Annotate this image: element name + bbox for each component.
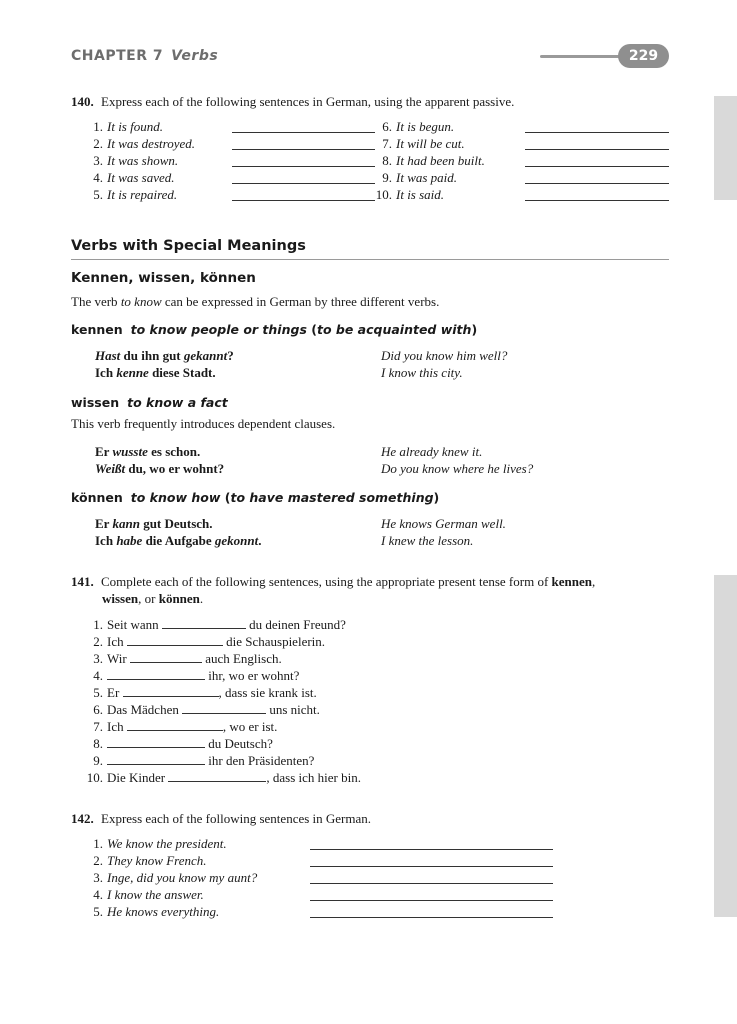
list-item: [85, 152, 178, 169]
german-example: Er kann gut Deutsch.: [95, 516, 213, 531]
header-rule: [540, 55, 630, 58]
item-text-before: Wir: [107, 651, 130, 666]
item-text-before: Das Mädchen: [107, 702, 183, 717]
list-item: [85, 169, 175, 186]
item-number: 9.: [93, 753, 103, 768]
answer-line[interactable]: [310, 866, 553, 867]
page-number: 229: [618, 44, 669, 68]
item-number: 2.: [93, 136, 103, 151]
item-text: It is said.: [396, 187, 445, 202]
answer-line[interactable]: [232, 149, 375, 150]
section-title: Verbs with Special Meanings: [71, 238, 306, 254]
english-translation: I knew the lesson.: [381, 533, 474, 548]
item-number: 3.: [93, 651, 103, 666]
chapter-label: CHAPTER 7: [71, 48, 164, 64]
item-text: Inge, did you know my aunt?: [107, 870, 258, 885]
item-text: It had been built.: [396, 153, 485, 168]
answer-line[interactable]: [525, 200, 669, 201]
answer-blank[interactable]: [130, 650, 202, 663]
german-example: Er wusste es schon.: [95, 444, 201, 459]
instruction-text: Express each of the following sentences in German, using the apparent passive.: [101, 94, 515, 109]
answer-blank[interactable]: [123, 684, 219, 697]
item-text-after: du deinen Freund?: [245, 617, 346, 632]
item-number: 8.: [382, 153, 392, 168]
item-number: 4.: [93, 887, 103, 902]
item-number: 3.: [93, 153, 103, 168]
list-item: [85, 735, 273, 752]
answer-line[interactable]: [232, 132, 375, 133]
item-number: 9.: [382, 170, 392, 185]
item-number: 6.: [382, 119, 392, 134]
item-text: It is begun.: [396, 119, 455, 134]
item-text-before: Ich: [107, 719, 127, 734]
item-number: 4.: [93, 668, 103, 683]
exercise-141-instruction-line2: wissen, or können.: [102, 591, 204, 606]
list-item: [374, 135, 465, 152]
item-text-after: , dass sie krank ist.: [218, 685, 317, 700]
english-translation: Did you know him well?: [381, 348, 508, 363]
answer-blank[interactable]: [107, 735, 205, 748]
list-item: [85, 718, 277, 735]
answer-blank[interactable]: [162, 616, 246, 629]
answer-line[interactable]: [525, 149, 669, 150]
item-number: 7.: [93, 719, 103, 734]
item-text-after: , dass ich hier bin.: [266, 770, 361, 785]
section-rule: [71, 259, 669, 260]
item-number: 1.: [93, 119, 103, 134]
answer-line[interactable]: [525, 132, 669, 133]
exercise-142-instruction: 142. Express each of the following sentences in German.: [71, 811, 372, 826]
list-item: [85, 886, 204, 903]
koennen-term-line: können to know how (to have mastered something): [71, 490, 440, 505]
exercise-number: 142.: [71, 811, 94, 826]
term-verb: wissen: [71, 395, 120, 410]
list-item: [85, 752, 314, 769]
english-translation: Do you know where he lives?: [381, 461, 534, 476]
list-item: [85, 616, 346, 633]
chapter-topic: Verbs: [171, 48, 219, 64]
answer-line[interactable]: [310, 900, 553, 901]
item-number: 10.: [375, 187, 392, 202]
answer-line[interactable]: [310, 849, 553, 850]
list-item: [85, 869, 257, 886]
list-item: [85, 701, 320, 718]
subsection-title: Kennen, wissen, können: [71, 270, 256, 286]
list-item: [374, 118, 454, 135]
item-number: 1.: [93, 617, 103, 632]
item-text: It is repaired.: [107, 187, 178, 202]
wissen-note: This verb frequently introduces dependent clauses.: [71, 416, 336, 431]
wissen-term-line: wissen to know a fact: [71, 395, 228, 410]
exercise-number: 140.: [71, 94, 94, 109]
item-text: He knows everything.: [107, 904, 220, 919]
answer-line[interactable]: [525, 166, 669, 167]
item-number: 2.: [93, 853, 103, 868]
running-header: [71, 48, 218, 64]
item-number: 5.: [93, 904, 103, 919]
item-text: They know French.: [107, 853, 207, 868]
item-number: 6.: [93, 702, 103, 717]
german-example: Hast du ihn gut gekannt?: [95, 348, 234, 363]
english-translation: I know this city.: [381, 365, 463, 380]
list-item: [374, 186, 444, 203]
english-translation: He knows German well.: [381, 516, 506, 531]
item-text-before: Die Kinder: [107, 770, 169, 785]
list-item: [85, 633, 325, 650]
item-text: I know the answer.: [107, 887, 204, 902]
answer-line[interactable]: [232, 166, 375, 167]
item-text-after: du Deutsch?: [205, 736, 273, 751]
item-number: 5.: [93, 187, 103, 202]
list-item: [85, 769, 361, 786]
list-item: [374, 152, 485, 169]
item-text: We know the president.: [107, 836, 227, 851]
item-text-before: Seit wann: [107, 617, 162, 632]
answer-blank[interactable]: [107, 752, 205, 765]
item-text-after: ihr den Präsidenten?: [205, 753, 315, 768]
answer-blank[interactable]: [168, 769, 266, 782]
german-example: Ich habe die Aufgabe gekonnt.: [95, 533, 262, 548]
answer-blank[interactable]: [107, 667, 205, 680]
item-number: 7.: [382, 136, 392, 151]
item-text: It was destroyed.: [107, 136, 195, 151]
answer-line[interactable]: [232, 183, 375, 184]
term-verb: kennen: [71, 322, 123, 337]
item-text-after: , wo er ist.: [222, 719, 278, 734]
answer-line[interactable]: [525, 183, 669, 184]
section-intro: The verb to know can be expressed in German by three different verbs.: [71, 294, 440, 309]
item-number: 3.: [93, 870, 103, 885]
english-translation: He already knew it.: [381, 444, 483, 459]
german-example: Weißt du, wo er wohnt?: [95, 461, 225, 476]
list-item: [85, 650, 282, 667]
item-text: It was saved.: [107, 170, 175, 185]
list-item: [85, 667, 299, 684]
answer-blank[interactable]: [182, 701, 266, 714]
item-text-before: Ich: [107, 634, 127, 649]
list-item: [85, 684, 317, 701]
answer-line[interactable]: [310, 917, 553, 918]
list-item: [85, 186, 177, 203]
german-example: Ich kenne diese Stadt.: [95, 365, 216, 380]
item-text: It will be cut.: [396, 136, 465, 151]
item-text: It was paid.: [396, 170, 458, 185]
answer-blank[interactable]: [127, 718, 223, 731]
item-text-after: auch Englisch.: [201, 651, 282, 666]
item-number: 8.: [93, 736, 103, 751]
answer-line[interactable]: [232, 200, 375, 201]
page-edge-tab-top: [714, 96, 737, 200]
list-item: [85, 852, 207, 869]
item-text: It is found.: [107, 119, 163, 134]
kennen-term-line: kennen to know people or things (to be acquainted with): [71, 322, 478, 337]
list-item: [85, 118, 163, 135]
exercise-140-instruction: [71, 93, 514, 110]
answer-line[interactable]: [310, 883, 553, 884]
exercise-number: 141.: [71, 574, 94, 589]
item-number: 5.: [93, 685, 103, 700]
term-verb: können: [71, 490, 123, 505]
list-item: [85, 135, 195, 152]
exercise-141-instruction-line1: 141. Complete each of the following sentences, using the appropriate present tense form of kennen,: [71, 574, 596, 589]
item-text-after: ihr, wo er wohnt?: [205, 668, 300, 683]
item-number: 10.: [86, 770, 103, 785]
list-item: [85, 835, 227, 852]
item-text-after: die Schauspielerin.: [222, 634, 326, 649]
answer-blank[interactable]: [127, 633, 223, 646]
list-item: [374, 169, 457, 186]
item-number: 1.: [93, 836, 103, 851]
item-text-before: Er: [107, 685, 123, 700]
item-text: It was shown.: [107, 153, 179, 168]
list-item: [85, 903, 219, 920]
item-text-after: uns nicht.: [266, 702, 320, 717]
page-edge-tab-bottom: [714, 575, 737, 917]
item-number: 4.: [93, 170, 103, 185]
item-number: 2.: [93, 634, 103, 649]
